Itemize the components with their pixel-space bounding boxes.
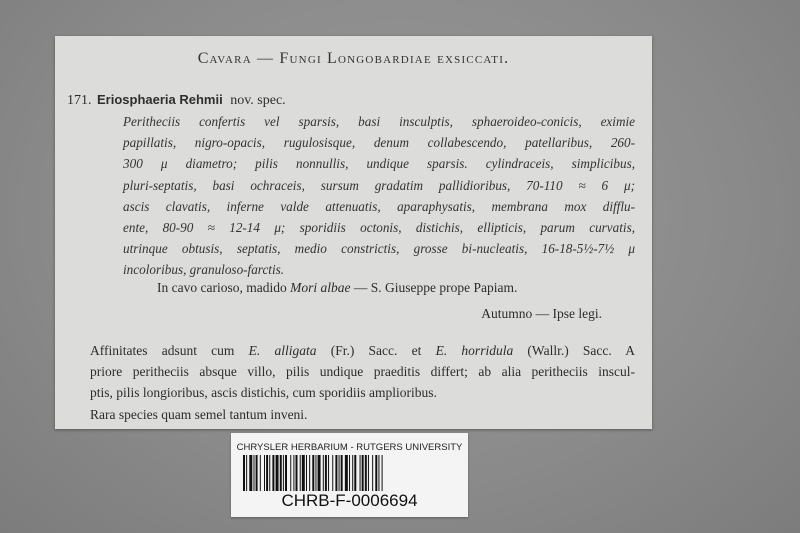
- locality-suffix: — S. Giuseppe prope Papiam.: [350, 280, 518, 295]
- description-line: pluri-septatis, basi ochraceis, sursum gradatim pallidioribus, 70-110 ≈ 6 μ;: [123, 177, 635, 193]
- description-line: 300 μ diametro; pilis nonnullis, undique sparsis. cylindraceis, simplicibus,: [123, 156, 635, 172]
- notes-line: priore peritheciis absque villo, pilis undique praeditis differt; ab alia peritheciis inscul-: [90, 364, 635, 380]
- specimen-label: [55, 36, 652, 429]
- description-line: ascis clavatis, inferne valde attenuatis, aparaphysatis, membrana mox difflu-: [123, 198, 635, 214]
- notes-line: [90, 340, 635, 361]
- description-line: incoloribus, granuloso-farctis.: [123, 262, 285, 278]
- barcode-bars: [243, 455, 456, 491]
- species-name: Eriosphaeria Rehmii: [97, 92, 223, 107]
- notes-line: Rara species quam semel tantum inveni.: [90, 406, 308, 422]
- barcode-label: [231, 433, 468, 517]
- description-line: utrinque obtusis, septatis, medio constrictis, grosse bi-nucleatis, 16-18-5½-7½ μ: [123, 241, 635, 257]
- entry-line: [67, 92, 286, 109]
- description-line: ente, 80-90 ≈ 12-14 μ; sporidiis octonis, distichis, ellipticis, parum curvatis,: [123, 220, 635, 236]
- locality-prefix: In cavo carioso, madido: [157, 280, 291, 295]
- entry-number: 171.: [67, 93, 92, 108]
- species-description: [123, 111, 635, 281]
- locality-line: [157, 280, 517, 296]
- barcode-institution: CHRYSLER HERBARIUM - RUTGERS UNIVERSITY: [236, 442, 463, 453]
- label-header: Cavara — Fungi Longobardiae exsiccati.: [197, 50, 510, 67]
- locality-host: Mori albae: [290, 280, 351, 295]
- notes-line: ptis, pilis longioribus, ascis distichis, cum sporidiis amplioribus.: [90, 385, 437, 401]
- species-note: nov. spec.: [230, 93, 286, 108]
- collection-season: Autumno — Ipse legi.: [481, 306, 602, 321]
- notes-text: (Fr.) Sacc. et: [316, 343, 436, 358]
- affinity-notes: [90, 340, 635, 425]
- notes-text: (Wallr.) Sacc. A: [513, 343, 635, 358]
- description-line: papillatis, nigro-opacis, rugulosisque, denum collabescendo, patellaribus, 260-: [123, 135, 635, 151]
- notes-text: Affinitates adsunt cum: [90, 343, 249, 358]
- barcode-id: CHRB-F-0006694: [281, 491, 418, 510]
- description-line: Peritheciis confertis vel sparsis, basi insculptis, sphaeroideo-conicis, eximie: [123, 114, 635, 129]
- notes-taxon: E. horridula: [435, 343, 514, 358]
- notes-taxon: E. alligata: [248, 343, 317, 358]
